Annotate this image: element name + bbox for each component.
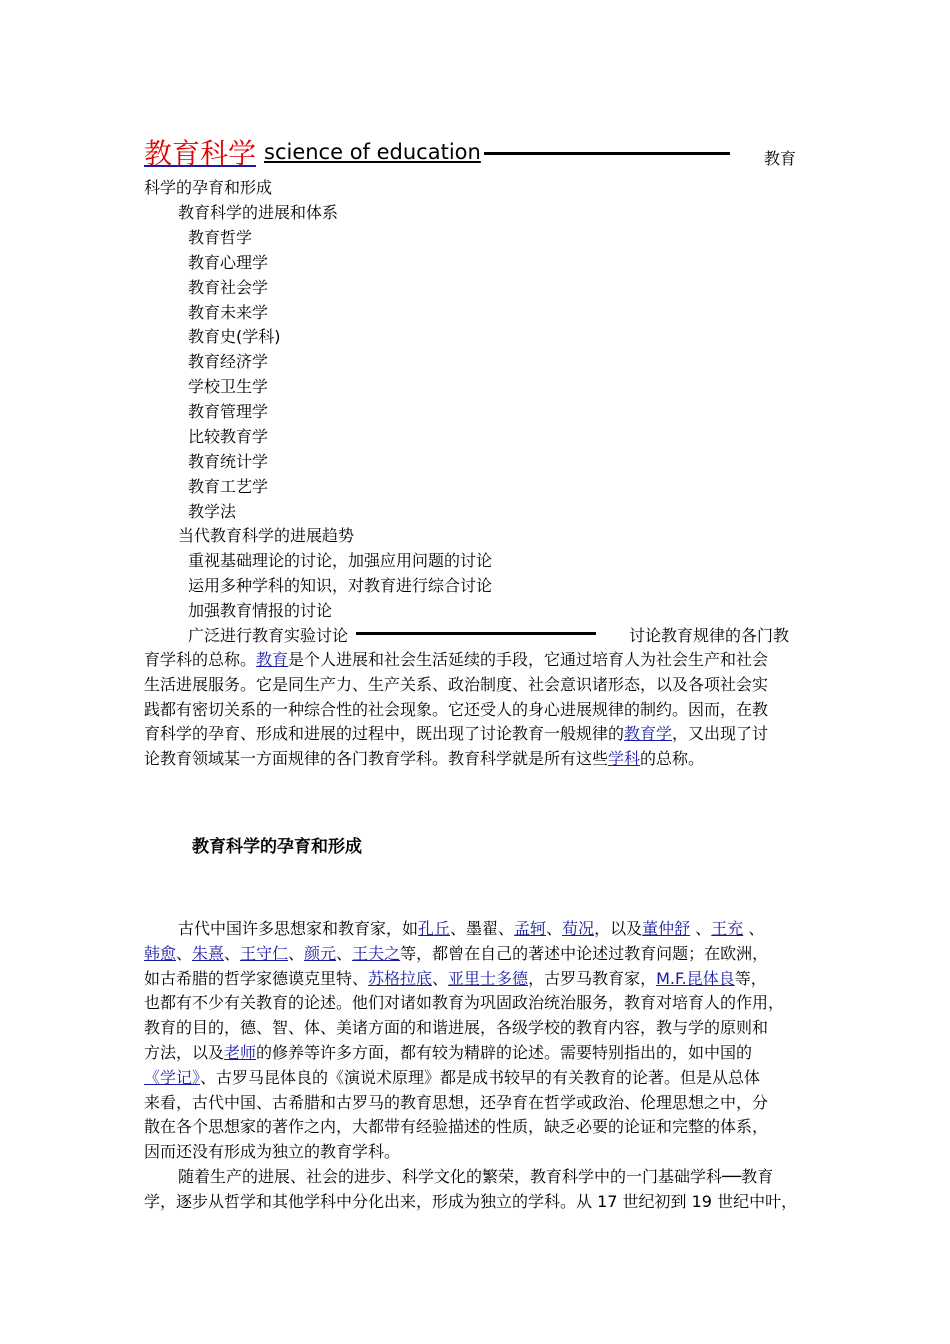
horizontal-rule (484, 152, 730, 155)
toc-item: 教育工艺学 (188, 477, 269, 496)
link-aristotle[interactable]: 亚里士多德 (448, 968, 529, 988)
text-line: 教育的目的，德、智、体、美诸方面的和谐进展，各级学校的教育内容，教与学的原则和 (144, 1018, 769, 1038)
toc-item: 教育科学的进展和体系 (178, 203, 339, 222)
link-discipline[interactable]: 学科 (608, 749, 641, 769)
text-run: 育学科的总称。 (144, 650, 257, 669)
intro-paragraph (144, 648, 806, 772)
body-paragraph-2 (144, 1165, 806, 1215)
toc-item: 教育心理学 (188, 253, 269, 272)
text-run: 、 (288, 943, 305, 963)
text-run: 、 (432, 968, 449, 988)
toc-item: 教育社会学 (188, 278, 269, 297)
toc-tail-text: 讨论教育规律的各门教 (629, 626, 790, 645)
text-run: 、 (690, 919, 712, 938)
toc-item: 广泛进行教育实验讨论 (188, 626, 349, 645)
link-dongzhongshu[interactable]: 董仲舒 (642, 919, 691, 938)
text-line: 生活进展服务。它是同生产力、生产关系、政治制度、社会意识诸形态，以及各项社会实 (144, 674, 769, 694)
text-line: 来看，古代中国、古希腊和古罗马的教育思想，还孕育在哲学或政治、伦理思想之中，分 (144, 1092, 769, 1112)
link-pedagogy[interactable]: 教育学 (624, 724, 673, 744)
text-run: ，古罗马教育家， (528, 968, 657, 988)
toc-item: 重视基础理论的讨论，加强应用问题的讨论 (188, 551, 493, 570)
text-line: 因而还没有形成为独立的教育学科。 (144, 1142, 401, 1162)
toc-item: 教育统计学 (188, 452, 269, 471)
toc-item: 教育经济学 (188, 352, 269, 371)
toc-item: 教育未来学 (188, 303, 269, 322)
text-run: 古代中国许多思想家和教育家，如 (178, 919, 419, 938)
text-run: ，又出现了讨 (672, 724, 769, 744)
text-run: 方法，以及 (144, 1042, 225, 1062)
link-wangchong[interactable]: 王充 (711, 919, 744, 938)
toc-item: 科学的孕育和形成 (144, 178, 273, 197)
text-run: 、 (224, 943, 241, 963)
section-heading: 教育科学的孕育和形成 (192, 837, 362, 857)
toc-item: 教学法 (188, 502, 237, 521)
text-run: 、古罗马昆体良的《演说术原理》都是成书较早的有关教育的论著。但是从总体 (200, 1067, 761, 1087)
link-wangfuzhi[interactable]: 王夫之 (352, 943, 401, 963)
horizontal-rule (356, 632, 596, 635)
text-run: ，以及 (594, 919, 643, 938)
text-run: 等， (734, 968, 767, 988)
text-run: 、 (176, 943, 193, 963)
text-run: 等，都曾在自己的著述中论述过教育问题；在欧洲， (400, 943, 769, 963)
link-mengke[interactable]: 孟轲 (514, 919, 547, 938)
link-hanyu[interactable]: 韩愈 (144, 943, 177, 963)
toc-item: 学校卫生学 (188, 377, 269, 396)
link-quintilian[interactable]: M.F.昆体良 (656, 968, 735, 988)
text-run: 是个人进展和社会生活延续的手段，它通过培育人为社会生产和社会 (288, 650, 769, 669)
title-line (144, 132, 804, 172)
link-wangshouren[interactable]: 王守仁 (240, 943, 289, 963)
text-run: 、 (336, 943, 353, 963)
text-run: 、 (546, 919, 563, 938)
text-line: 也都有不少有关教育的论述。他们对诸如教育为巩固政治统治服务，教育对培育人的作用， (144, 993, 785, 1013)
link-education[interactable]: 教育 (256, 650, 289, 669)
toc-item: 比较教育学 (188, 427, 269, 446)
text-line: 践都有密切关系的一种综合性的社会现象。它还受人的身心进展规律的制约。因而，在教 (144, 699, 769, 719)
link-socrates[interactable]: 苏格拉底 (368, 968, 433, 988)
text-run: 、 (743, 919, 765, 938)
title-chinese: 教育科学 (144, 137, 257, 170)
toc-item: 当代教育科学的进展趋势 (178, 526, 355, 545)
toc-item: 运用多种学科的知识，对教育进行综合讨论 (188, 576, 493, 595)
text-run: 育科学的孕育、形成和进展的过程中，既出现了讨论教育一般规律的 (144, 724, 625, 744)
toc-item: 教育管理学 (188, 402, 269, 421)
title-english: science of education (264, 140, 481, 164)
text-run: 、墨翟、 (450, 919, 515, 938)
link-teacher[interactable]: 老师 (224, 1042, 257, 1062)
text-line: 随着生产的进展、社会的进步、科学文化的繁荣，教育科学中的一门基础学科──教育 (178, 1167, 774, 1186)
text-line: 散在各个思想家的著作之内，大都带有经验描述的性质，缺乏必要的论证和完整的体系， (144, 1117, 769, 1137)
toc-item: 教育史(学科) (188, 327, 281, 346)
text-run: 的总称。 (640, 749, 705, 769)
text-run: 论教育领域某一方面规律的各门教育学科。教育科学就是所有这些 (144, 749, 609, 769)
body-paragraph-1 (144, 917, 806, 1165)
link-xunkuang[interactable]: 荀况 (562, 919, 595, 938)
link-yanyuan[interactable]: 颜元 (304, 943, 337, 963)
text-run: 如古希腊的哲学家德谟克里特、 (144, 968, 369, 988)
link-zhuxi[interactable]: 朱熹 (192, 943, 225, 963)
text-line: 学，逐步从哲学和其他学科中分化出来，形成为独立的学科。从 17 世纪初到 19 世纪中叶， (144, 1191, 798, 1211)
text-run: 的修养等许多方面，都有较为精辟的论述。需要特别指出的，如中国的 (256, 1042, 753, 1062)
title-tail-text: 教育 (764, 149, 797, 168)
link-kongqiu[interactable]: 孔丘 (418, 919, 451, 938)
link-xueji[interactable]: 《学记》 (144, 1067, 201, 1087)
toc-item: 教育哲学 (188, 228, 253, 247)
toc-item: 加强教育情报的讨论 (188, 601, 333, 620)
